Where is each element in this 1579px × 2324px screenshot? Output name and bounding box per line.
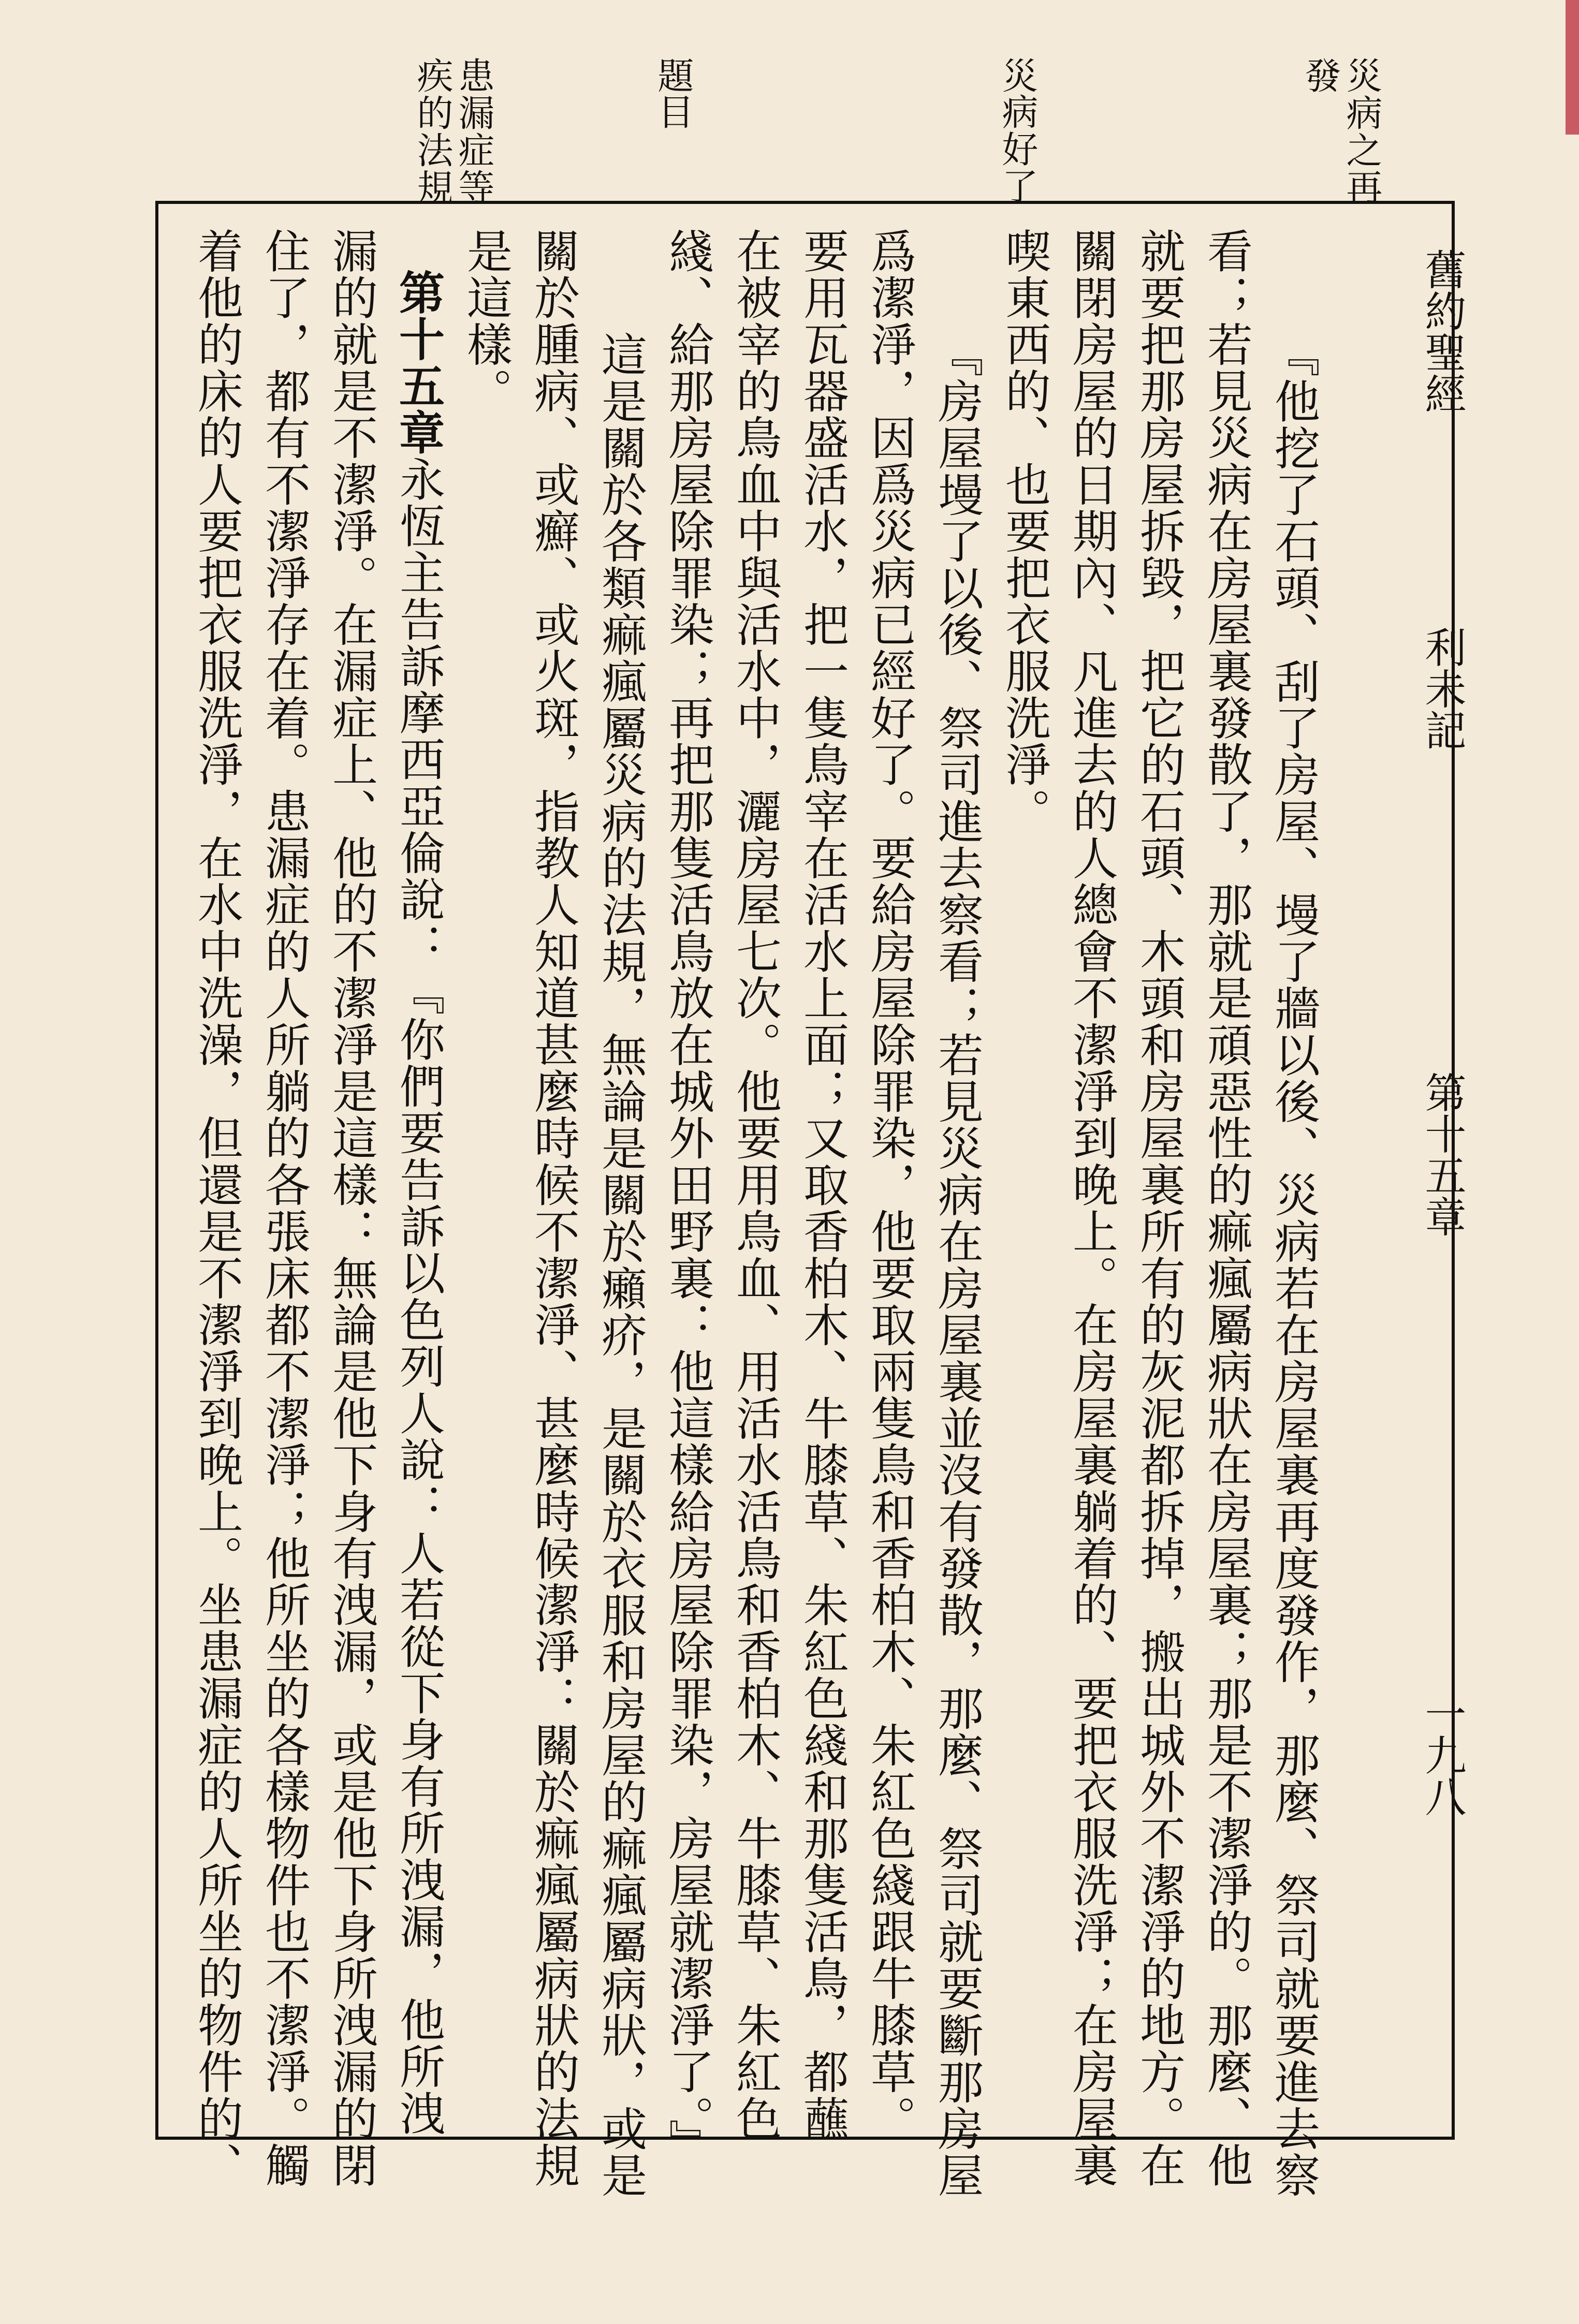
chapter-header: 第十五章 — [1418, 1071, 1466, 1237]
page-number: 一九八 — [1418, 1693, 1466, 1817]
text-column: 這是關於各類痲瘋屬災病的法規，無論是關於癩疥，是關於衣服和房屋的痲瘋屬病狀，或是 — [594, 331, 648, 2199]
text-column: 就要把那房屋拆毀，把它的石頭、木頭和房屋裏所有的灰泥都拆掉，搬出城外不潔淨的地方。在 — [1133, 228, 1186, 2189]
margin-note: 發 — [1299, 57, 1341, 94]
text-column: 第十五章永恆主告訴摩西亞倫說：『你們要告訴以色列人說：人若從下身有所洩漏，他所洩 — [392, 269, 446, 2137]
text-column: 看；若見災病在房屋裏發散了，那就是頑惡性的痲瘋屬病狀在房屋裏；那是不潔淨的。那麼、他 — [1200, 228, 1253, 2189]
text-column: 住了，都有不潔淨存在着。患漏症的人所躺的各張床都不潔淨；他所坐的各樣物件也不潔淨。觸 — [258, 228, 311, 2189]
book-name: 利未記 — [1418, 626, 1466, 751]
text-column: 喫東西的、也要把衣服洗淨。 — [998, 228, 1051, 835]
text-column: 關於腫病、或癬、或火斑，指教人知道甚麼時候不潔淨、甚麼時候潔淨：關於痲瘋屬病狀的法規 — [527, 228, 580, 2189]
text-column: 關閉房屋的日期內、凡進去的人總會不潔淨到晚上。在房屋裏躺着的、要把衣服洗淨；在房屋裏 — [1065, 228, 1119, 2189]
margin-note: 題 — [652, 57, 694, 94]
text-column: 爲潔淨，因爲災病已經好了。要給房屋除罪染，他要取兩隻鳥和香柏木、朱紅色綫跟牛膝草。 — [864, 228, 917, 2142]
margin-note: 疾的法規 — [411, 57, 454, 206]
margin-note: 災 — [996, 57, 1039, 94]
book-title: 舊約聖經 — [1418, 248, 1466, 414]
text-column: 要用瓦器盛活水，把一隻鳥宰在活水上面；又取香柏木、牛膝草、朱紅色綫和那隻活鳥，都蘸 — [796, 228, 850, 2142]
margin-note: 患漏症等 — [452, 57, 495, 206]
text-column: 『房屋墁了以後、祭司進去察看；若見災病在房屋裏並沒有發散，那麼、祭司就要斷那房屋 — [931, 331, 984, 2199]
margin-note: 災病之再 — [1340, 57, 1383, 206]
text-column: 是這樣。 — [460, 228, 513, 415]
text-column: 『他挖了石頭、刮了房屋、墁了牆以後、災病若在房屋裏再度發作，那麼、祭司就要進去察 — [1267, 331, 1321, 2199]
text-column: 漏的就是不潔淨。在漏症上、他的不潔淨是這樣：無論是他下身有洩漏，或是他下身所洩漏的閉 — [325, 228, 378, 2189]
text-column: 綫、給那房屋除罪染；再把那隻活鳥放在城外田野裏：他這樣給房屋除罪染，房屋就潔淨了。』 — [662, 228, 715, 2166]
text-column: 在被宰的鳥血中與活水中，灑房屋七次。他要用鳥血、用活水活鳥和香柏木、牛膝草、朱紅色 — [729, 228, 782, 2142]
text-column: 着他的床的人要把衣服洗淨，在水中洗澡，但還是不潔淨到晚上。坐患漏症的人所坐的物件的、 — [191, 228, 244, 2189]
page-edge-tab — [1566, 0, 1579, 135]
margin-note: 目 — [652, 93, 694, 130]
margin-note: 病好了 — [996, 93, 1039, 205]
chapter-heading: 第十五章 — [392, 269, 446, 456]
